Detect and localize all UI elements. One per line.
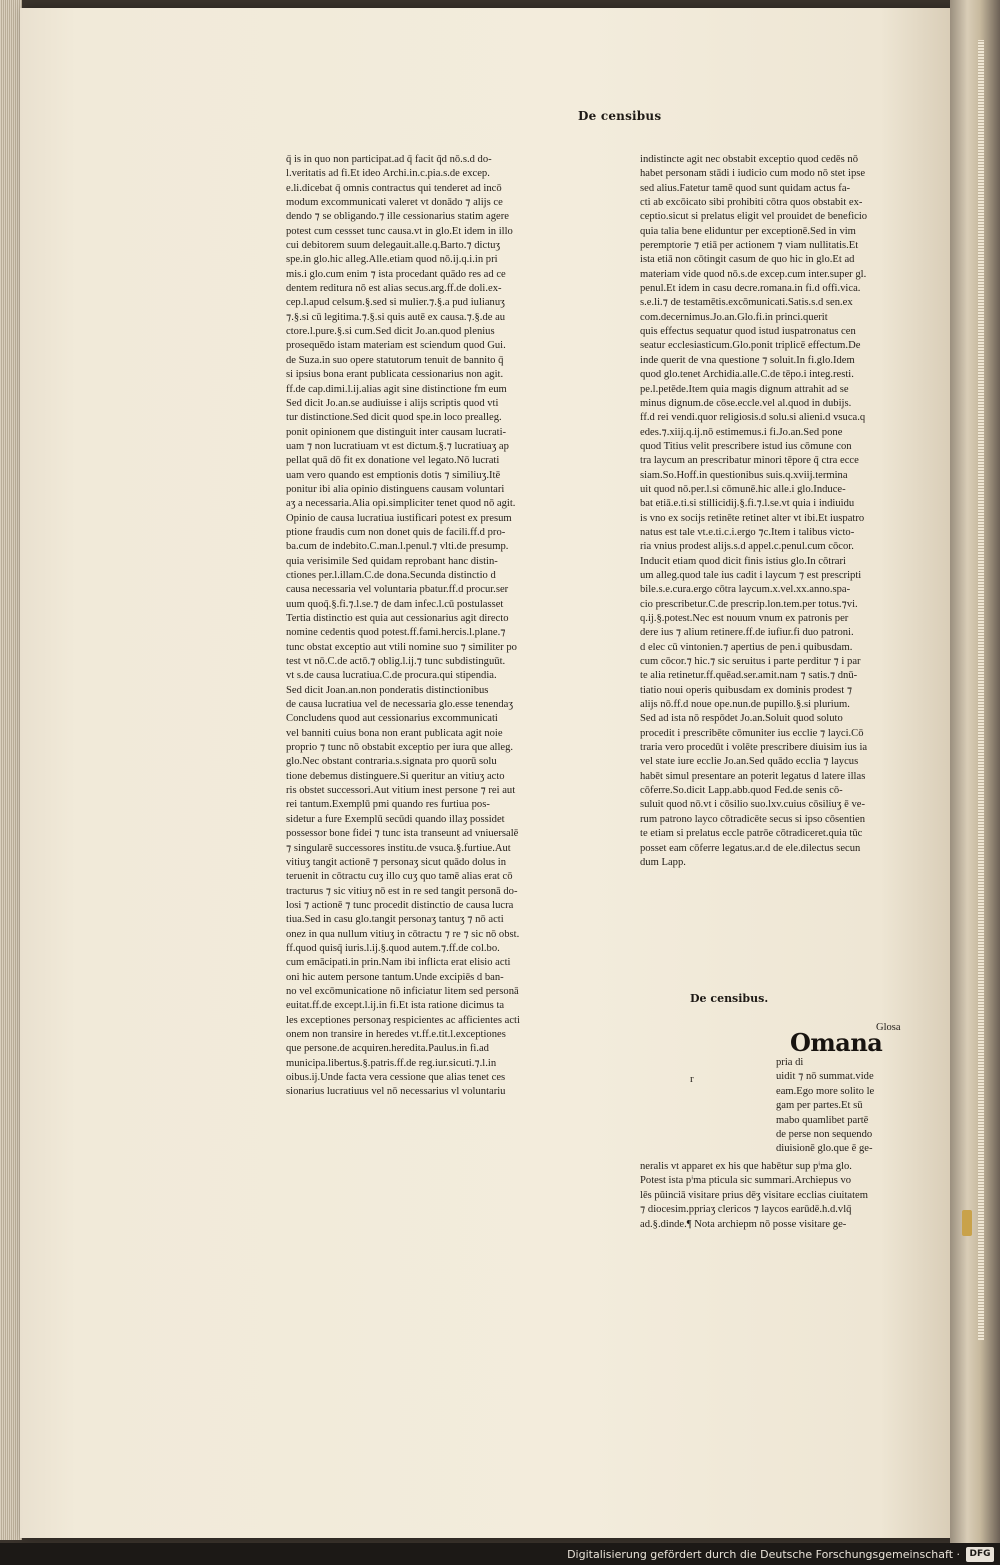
- gloss-text-block: [776, 1056, 906, 1157]
- text-line: is vno ex socijs retinēte retinet alter vt ibi.Et iuspatro: [640, 512, 865, 524]
- text-line: vt s.de causa lucratiua.C.de procura.qui stipendia.: [286, 670, 497, 682]
- text-line: d elec cū vintonien.⁊ apertius de pen.i quibusdam.: [640, 641, 853, 653]
- text-line: Sed dicit Joan.an.non ponderatis distinctionibus: [286, 684, 489, 696]
- text-line: procedit i prescribēte cōmuniter ius ecclie ⁊ layci.Cō: [640, 727, 864, 739]
- text-line: e.li.dicebat q̄ omnis contractus qui tenderet ad incō: [286, 182, 502, 194]
- text-line: bile.s.e.cura.ergo cōtra laycum.x.vel.xx.anno.spa-: [640, 584, 851, 596]
- text-line: bat etiā.e.ti.si stillicidij.§.fi.⁊.l.se.vt quia i indiuidu: [640, 498, 855, 510]
- text-line: ff.quod quisq̄ iuris.l.ij.§.quod autem.⁊.ff.de col.bo.: [286, 942, 500, 954]
- text-line: de causa lucratiua vel de necessaria glo.esse tenendaʒ: [286, 699, 514, 711]
- text-line: Sed dicit Jo.an.se audiuisse i alijs scriptis quod vti: [286, 397, 499, 409]
- text-line: potest cum cessset tunc causa.vt in glo.Et idem in illo: [286, 225, 513, 237]
- text-line: sidetur a fure Exemplū secūdi quando illaʒ possidet: [286, 813, 505, 825]
- text-line: causa necessaria vel voluntaria pbatur.ff.d procur.ser: [286, 584, 509, 596]
- text-line: peremptorie ⁊ etiā per actionem ⁊ viam nullitatis.Et: [640, 240, 859, 252]
- text-line: ctiones per.l.illam.C.de dona.Secunda distinctio d: [286, 569, 496, 581]
- gloss-line: lēs pūinciā visitare prius dēʒ visitare ecclias ciuitatem: [640, 1189, 868, 1201]
- text-line: tunc obstat exceptio aut vtili nomine suo ⁊ similiter po: [286, 641, 517, 653]
- text-line: natus est tale vt.e.ti.c.i.ergo ⁊c.Item i talibus victo-: [640, 526, 855, 538]
- text-line: municipa.libertus.§.patris.ff.de reg.iur.sicuti.⁊.l.in: [286, 1057, 497, 1069]
- text-line: cio prescribetur.C.de prescrip.lon.tem.per totus.⁊vi.: [640, 598, 858, 610]
- text-line: cōferre.So.dicit Lapp.abb.quod Fed.de senis cō-: [640, 785, 843, 797]
- text-line: Concludens quod aut cessionarius excommunicati: [286, 713, 498, 725]
- text-line: sed alius.Fatetur tamē quod sunt quidam actus fa-: [640, 182, 851, 194]
- footer-credit: Digitalisierung gefördert durch die Deutsche Forschungsgemeinschaft ·: [567, 1548, 960, 1561]
- right-text-column: [640, 153, 908, 870]
- text-line: sionarius lucratiuus vel nō necessarius vl voluntariu: [286, 1086, 506, 1098]
- text-line: tiatio noui operis quibusdam ex dominis prodest ⁊: [640, 684, 853, 696]
- text-line: proprio ⁊ tunc nō obstabit exceptio per iura que alleg.: [286, 742, 514, 754]
- text-line: oibus.ij.Unde facta vera cessione que alias tenet ces: [286, 1072, 506, 1083]
- text-line: pe.l.petēde.Item quia magis dignum attrahit ad se: [640, 383, 849, 395]
- text-line: habēt simul presentare an poterit legatus d latere illas: [640, 770, 866, 782]
- dfg-logo: DFG: [966, 1547, 994, 1562]
- text-line: edes.⁊.xiij.q.ij.nō estimemus.i fi.Jo.an.Sed pone: [640, 426, 843, 438]
- text-line: Opinio de causa lucratiua iustificari potest ex presum: [286, 512, 512, 524]
- text-line: modum excommunicati valeret vt donādo ⁊ alijs ce: [286, 197, 503, 209]
- text-line: um alleg.quod tale ius cadit i laycum ⁊ est prescripti: [640, 569, 862, 581]
- text-line: indistincte agit nec obstabit exceptio quod cedēs nō: [640, 154, 858, 165]
- text-line: ⁊.§.si cū legitima.⁊.§.si quis autē ex causa.⁊.§.de au: [286, 311, 506, 323]
- text-line: com.decernimus.Jo.an.Glo.fi.in princi.querit: [640, 311, 828, 323]
- book-gutter: [950, 0, 1000, 1545]
- text-line: penul.Et idem in casu decre.romana.in fi.d offi.vica.: [640, 283, 861, 295]
- text-line: cum emācipati.in prin.Nam ibi inflicta erat elisio acti: [286, 957, 511, 969]
- text-line: dere ius ⁊ alium retinere.ff.de iufiur.fi duo patroni.: [640, 627, 854, 639]
- gloss-line: uidit ⁊ nō summat.vide: [776, 1071, 874, 1083]
- text-line: ff.d rei vendi.quor religiosis.d solu.si alieni.d vsuca.q: [640, 412, 866, 424]
- left-text-column: [286, 153, 558, 1100]
- text-line: seatur ecclesiasticum.Glo.ponit triplicē effectum.De: [640, 340, 861, 352]
- text-line: Inducit etiam quod dicit finis istius glo.In cōtrari: [640, 555, 846, 567]
- text-line: losi ⁊ actionē ⁊ tunc procedit distinctio de causa lucra: [286, 899, 514, 911]
- guide-letter: r: [690, 1073, 694, 1085]
- text-line: quod Titius velit prescribere istud ius cōmune con: [640, 440, 852, 452]
- text-line: ponit opinionem que distinguit inter causam lucrati-: [286, 426, 507, 438]
- text-line: tur distinctione.Sed dicit quod spe.in loco prealleg.: [286, 412, 502, 424]
- gloss-line: gam per partes.Et sū: [776, 1100, 863, 1112]
- text-line: te etiam si prelatus eccle patrōe cōtradiceret.quia tūc: [640, 828, 863, 840]
- text-line: siam.So.Hoff.in questionibus suis.q.xviij.termina: [640, 469, 848, 481]
- text-line: dendo ⁊ se obligando.⁊ ille cessionarius statim agere: [286, 211, 509, 223]
- gloss-line: ad.§.dinde.¶ Nota archiepm nō posse visitare ge-: [640, 1218, 847, 1230]
- text-line: s.e.li.⁊ de testamētis.excōmunicati.Satis.s.d sen.ex: [640, 297, 853, 309]
- glosa-label: Glosa: [876, 1022, 901, 1033]
- text-line: cui debitorem suum delegauit.alle.q.Barto.⁊ dictuʒ: [286, 240, 501, 252]
- text-line: uum quoq̄.§.fi.⁊.l.se.⁊ de dam infec.l.cū postulasset: [286, 598, 504, 610]
- text-line: prosequēdo istam materiam est sciendum quod Gui.: [286, 340, 506, 352]
- text-line: ista etiā non cōtingit casum de quo hic in glo.Et ad: [640, 254, 855, 266]
- text-line: de Suza.in suo opere statutorum tenuit de bannito q̄: [286, 354, 504, 366]
- text-line: ponitur ibi alia opinio distinguens causam voluntari: [286, 483, 505, 495]
- gloss-line: eam.Ego more solito le: [776, 1085, 875, 1097]
- text-line: quia talia bene eliduntur per exceptionē.Sed in vim: [640, 225, 856, 237]
- text-line: posset eam cōferre legatus.ar.d de ele.dilectus secun: [640, 842, 861, 854]
- text-line: inde querit de vna questione ⁊ soluit.In fi.glo.Idem: [640, 354, 855, 366]
- text-line: ris obstet successori.Aut vitium inest persone ⁊ rei aut: [286, 785, 516, 797]
- gloss-line: mabo quamlibet partē: [776, 1114, 869, 1126]
- text-line: tiua.Sed in casu glo.tangit personaʒ tantuʒ ⁊ nō acti: [286, 914, 504, 926]
- text-line: ceptio.sicut si prelatus eligit vel prouidet de beneficio: [640, 211, 868, 223]
- text-line: ff.de cap.dimi.l.ij.alias agit sine distinctione fm eum: [286, 383, 507, 395]
- text-line: tracturus ⁊ sic vitiuʒ nō est in re sed tangit personā do-: [286, 885, 518, 897]
- text-line: cep.l.apud celsum.§.sed si mulier.⁊.§.a pud iulianuʒ: [286, 297, 505, 309]
- text-line: cum cōcor.⁊ hic.⁊ sic seruitus i parte perditur ⁊ i par: [640, 656, 861, 668]
- text-line: spe.in glo.hic alleg.Alle.etiam quod nō.ij.q.i.in pri: [286, 254, 498, 266]
- text-line: quis effectus sequatur quod istud iuspatronatus cen: [640, 326, 856, 338]
- text-line: vel state iure ecclie Jo.an.Sed quādo ecclia ⁊ laycus: [640, 756, 859, 768]
- gloss-line: neralis vt apparet ex his que habētur sup pⁱma glo.: [640, 1161, 852, 1172]
- text-line: traria vero procedūt i volēte prescribere diuisim ius ia: [640, 742, 868, 754]
- text-line: que persone.de acquiren.heredita.Paulus.in fi.ad: [286, 1043, 489, 1055]
- text-line: suluit quod nō.vt i cōsilio suo.lxv.cuius cōsiliuʒ ē ve-: [640, 799, 865, 811]
- text-line: l.veritatis ad fi.Et ideo Archi.in.c.pia.s.de excep.: [286, 168, 490, 180]
- initial-word: Omana: [790, 1028, 883, 1057]
- page-edges: [978, 40, 984, 1340]
- text-line: oni hic autem persone tantum.Unde excipiēs d ban-: [286, 971, 504, 983]
- text-line: mis.i glo.cum enim ⁊ ista procedant quādo res ad ce: [286, 268, 506, 280]
- text-line: ptione fraudis cum non donet quis de facili.ff.d pro-: [286, 526, 506, 538]
- page-stack-edge: [0, 0, 22, 1540]
- gloss-line: pria di: [776, 1057, 804, 1068]
- section-heading: De censibus.: [690, 992, 769, 1005]
- bookmark-clip: [962, 1210, 972, 1236]
- gloss-line: diuisionē glo.que ē ge-: [776, 1143, 873, 1155]
- text-line: materiam vide quod nō.s.de excep.cum inter.super gl.: [640, 268, 867, 280]
- gloss-line: de perse non sequendo: [776, 1129, 873, 1141]
- text-line: q.ij.§.potest.Nec est nouum vnum ex patronis per: [640, 613, 849, 624]
- text-line: ba.cum de indebito.C.man.l.penul.⁊ vlti.de presump.: [286, 541, 509, 553]
- text-line: alijs nō.ff.d noue ope.nun.de pupillo.§.si plurium.: [640, 699, 850, 711]
- text-line: onez in qua nullum vitiuʒ in cōtractu ⁊ re ⁊ sic nō obst.: [286, 928, 520, 940]
- text-line: test vt nō.C.de actō.⁊ oblig.l.ij.⁊ tunc subdistinguūt.: [286, 656, 506, 668]
- text-line: ⁊ singularē successores institu.de vsuca.§.furtiue.Aut: [286, 842, 511, 854]
- text-line: euitat.ff.de except.l.ij.in fi.Et ista ratione dicimus ta: [286, 1000, 505, 1012]
- text-line: uam ⁊ non lucratiuam vt est dictum.§.⁊ lucratiuaʒ ap: [286, 440, 509, 452]
- text-line: uit quod nō.per.l.si cōmunē.hic alle.i glo.Induce-: [640, 483, 846, 495]
- text-line: aʒ a necessaria.Alia opi.simpliciter tenet quod nō agit.: [286, 498, 516, 510]
- text-line: onem non transire in heredes vt.ff.e.tit.l.exceptiones: [286, 1028, 506, 1040]
- text-line: Sed ad ista nō respōdet Jo.an.Soluit quod soluto: [640, 713, 843, 725]
- text-line: tra laycum an prescribatur minori tēpore q̄ ctra ecce: [640, 455, 859, 467]
- gloss-line: ⁊ diocesim.ppriaʒ clericos ⁊ laycos earūdē.h.d.vlq̄: [640, 1204, 852, 1216]
- running-head: De censibus: [578, 109, 662, 123]
- text-line: te alia retinetur.ff.quēad.ser.amit.nam ⁊ satis.⁊ dnū-: [640, 670, 858, 682]
- text-line: cti ab excōicato sibi prohibiti cōtra quos obstabit ex-: [640, 197, 863, 209]
- text-line: vitiuʒ tangit actionē ⁊ personaʒ sicut quādo dolus in: [286, 856, 507, 868]
- text-line: quod glo.tenet Archidia.alle.C.de tēpo.i integ.resti.: [640, 369, 854, 381]
- gloss-line: Potest ista pⁱma pticula sic summari.Archiepus vo: [640, 1175, 852, 1187]
- text-line: dentem reditura nō est alias secus.arg.ff.de doli.ex-: [286, 283, 502, 295]
- text-line: pellat quā dō fit ex donatione vel legato.Nō lucrati: [286, 455, 500, 467]
- text-line: tione debemus distinguere.Si queritur an vitiuʒ acto: [286, 770, 505, 782]
- text-line: teruenit in cōtractu cuʒ illo cuʒ quo tamē alias erat cō: [286, 871, 513, 883]
- text-line: q̄ is in quo non participat.ad q̄ facit q̄d nō.s.d do-: [286, 154, 492, 165]
- text-line: possessor bone fidei ⁊ tunc ista transeunt ad vniuersalē: [286, 828, 519, 840]
- text-line: nomine cedentis quod potest.ff.fami.hercis.l.plane.⁊: [286, 627, 506, 639]
- text-line: quia verisimile Sed quidam reprobant hanc distin-: [286, 555, 498, 567]
- gloss-continuation-block: [640, 1160, 910, 1232]
- text-line: no vel excōmunicatione nō inficiatur litem sed personā: [286, 985, 519, 997]
- text-line: dum Lapp.: [640, 856, 686, 868]
- text-line: ria vnius prodest alijs.s.d appel.c.penul.cum cōcor.: [640, 541, 854, 553]
- text-line: si ipsius bona erant publicata cessionarius non agit.: [286, 369, 504, 381]
- text-line: glo.Nec obstant contraria.s.signata pro quorū solu: [286, 756, 497, 768]
- text-line: minus dignum.de cōse.eccle.vel al.quod in dubijs.: [640, 397, 852, 409]
- text-line: rei tantum.Exemplū pmi quando res furtiua pos-: [286, 799, 490, 811]
- text-line: uam vero quando est emptionis dotis ⁊ similiuʒ.Itē: [286, 469, 501, 481]
- text-line: ctore.l.pure.§.si cum.Sed dicit Jo.an.quod plenius: [286, 326, 495, 338]
- text-line: rum patrono layco cōtradicēte secus si ipso cōsentien: [640, 813, 866, 825]
- text-line: vel banniti cuius bona non erant publicata agit noie: [286, 727, 503, 739]
- text-line: Tertia distinctio est quia aut cessionarius agit directo: [286, 613, 509, 624]
- text-line: les exceptiones personaʒ respicientes ac afficientes acti: [286, 1014, 520, 1026]
- text-line: habet personam stādi i iudicio cum modo nō stet ipse: [640, 168, 866, 180]
- footer-bar: [0, 1543, 1000, 1565]
